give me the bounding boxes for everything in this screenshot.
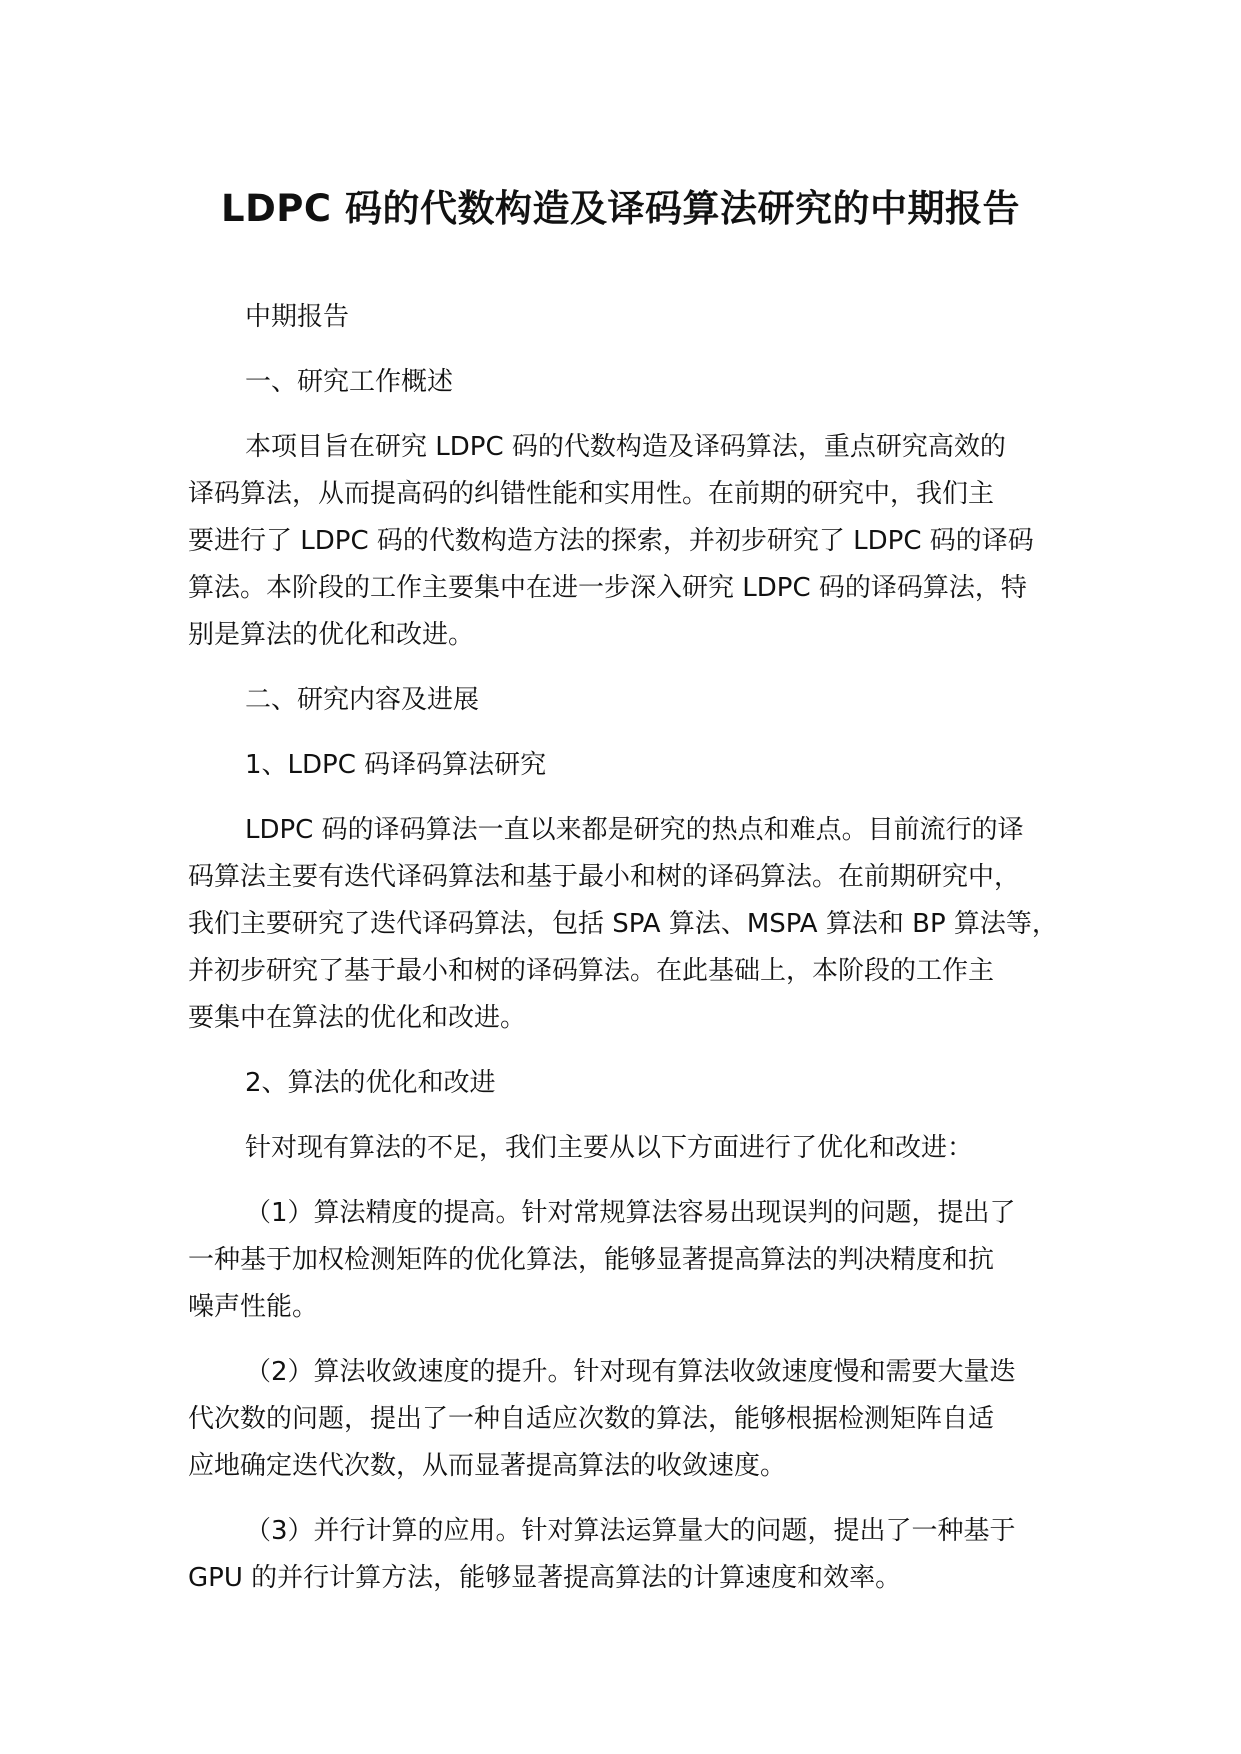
list-item-convergence — [188, 1349, 1068, 1490]
paragraph-line: 针对现有算法的不足，我们主要从以下方面进行了优化和改进： — [245, 1133, 974, 1163]
document-body — [188, 294, 1068, 1602]
paragraph-line: 码算法主要有迭代译码算法和基于最小和树的译码算法。在前期研究中， — [188, 862, 1021, 892]
paragraph-line: 应地确定迭代次数，从而显著提高算法的收敛速度。 — [188, 1451, 787, 1481]
paragraph-line: 要集中在算法的优化和改进。 — [188, 1003, 527, 1033]
list-item-parallel — [188, 1508, 1068, 1602]
paragraph-line: 代次数的问题，提出了一种自适应次数的算法，能够根据检测矩阵自适 — [188, 1404, 995, 1434]
paragraph-decoding-research — [188, 807, 1068, 1042]
paragraph-line: 译码算法，从而提高码的纠错性能和实用性。在前期的研究中，我们主 — [188, 479, 995, 509]
paragraph-line: （3）并行计算的应用。针对算法运算量大的问题，提出了一种基于 — [245, 1516, 1016, 1546]
section-heading-content — [188, 677, 1068, 724]
paragraph-midterm-report — [188, 294, 1068, 341]
document-title: LDPC 码的代数构造及译码算法研究的中期报告 — [221, 187, 1020, 230]
paragraph-line: 本项目旨在研究 LDPC 码的代数构造及译码算法，重点研究高效的 — [245, 432, 1006, 462]
subheading-optimization — [188, 1060, 1068, 1107]
paragraph-line: 别是算法的优化和改进。 — [188, 620, 475, 650]
paragraph-line: 并初步研究了基于最小和树的译码算法。在此基础上，本阶段的工作主 — [188, 956, 995, 986]
heading-line: 二、研究内容及进展 — [245, 685, 480, 715]
paragraph-optimization-intro — [188, 1125, 1068, 1172]
heading-line: 2、算法的优化和改进 — [245, 1068, 496, 1098]
paragraph-line: 一种基于加权检测矩阵的优化算法，能够显著提高算法的判决精度和抗 — [188, 1245, 995, 1275]
heading-line: 1、LDPC 码译码算法研究 — [245, 750, 547, 780]
paragraph-line: 噪声性能。 — [188, 1292, 319, 1322]
list-item-accuracy — [188, 1190, 1068, 1331]
paragraph-line: 中期报告 — [245, 302, 350, 332]
paragraph-line: LDPC 码的译码算法一直以来都是研究的热点和难点。目前流行的译 — [245, 815, 1024, 845]
paragraph-line: 算法。本阶段的工作主要集中在进一步深入研究 LDPC 码的译码算法，特 — [188, 573, 1027, 603]
paragraph-line: （2）算法收敛速度的提升。针对现有算法收敛速度慢和需要大量迭 — [245, 1357, 1016, 1387]
section-heading-overview — [188, 359, 1068, 406]
subheading-decoding-research — [188, 742, 1068, 789]
paragraph-line: （1）算法精度的提高。针对常规算法容易出现误判的问题，提出了 — [245, 1198, 1016, 1228]
paragraph-overview — [188, 424, 1068, 659]
paragraph-line: GPU 的并行计算方法，能够显著提高算法的计算速度和效率。 — [188, 1563, 902, 1593]
heading-line: 一、研究工作概述 — [245, 367, 454, 397]
paragraph-line: 我们主要研究了迭代译码算法，包括 SPA 算法、MSPA 算法和 BP 算法等， — [188, 909, 1058, 939]
paragraph-line: 要进行了 LDPC 码的代数构造方法的探索，并初步研究了 LDPC 码的译码 — [188, 526, 1034, 556]
